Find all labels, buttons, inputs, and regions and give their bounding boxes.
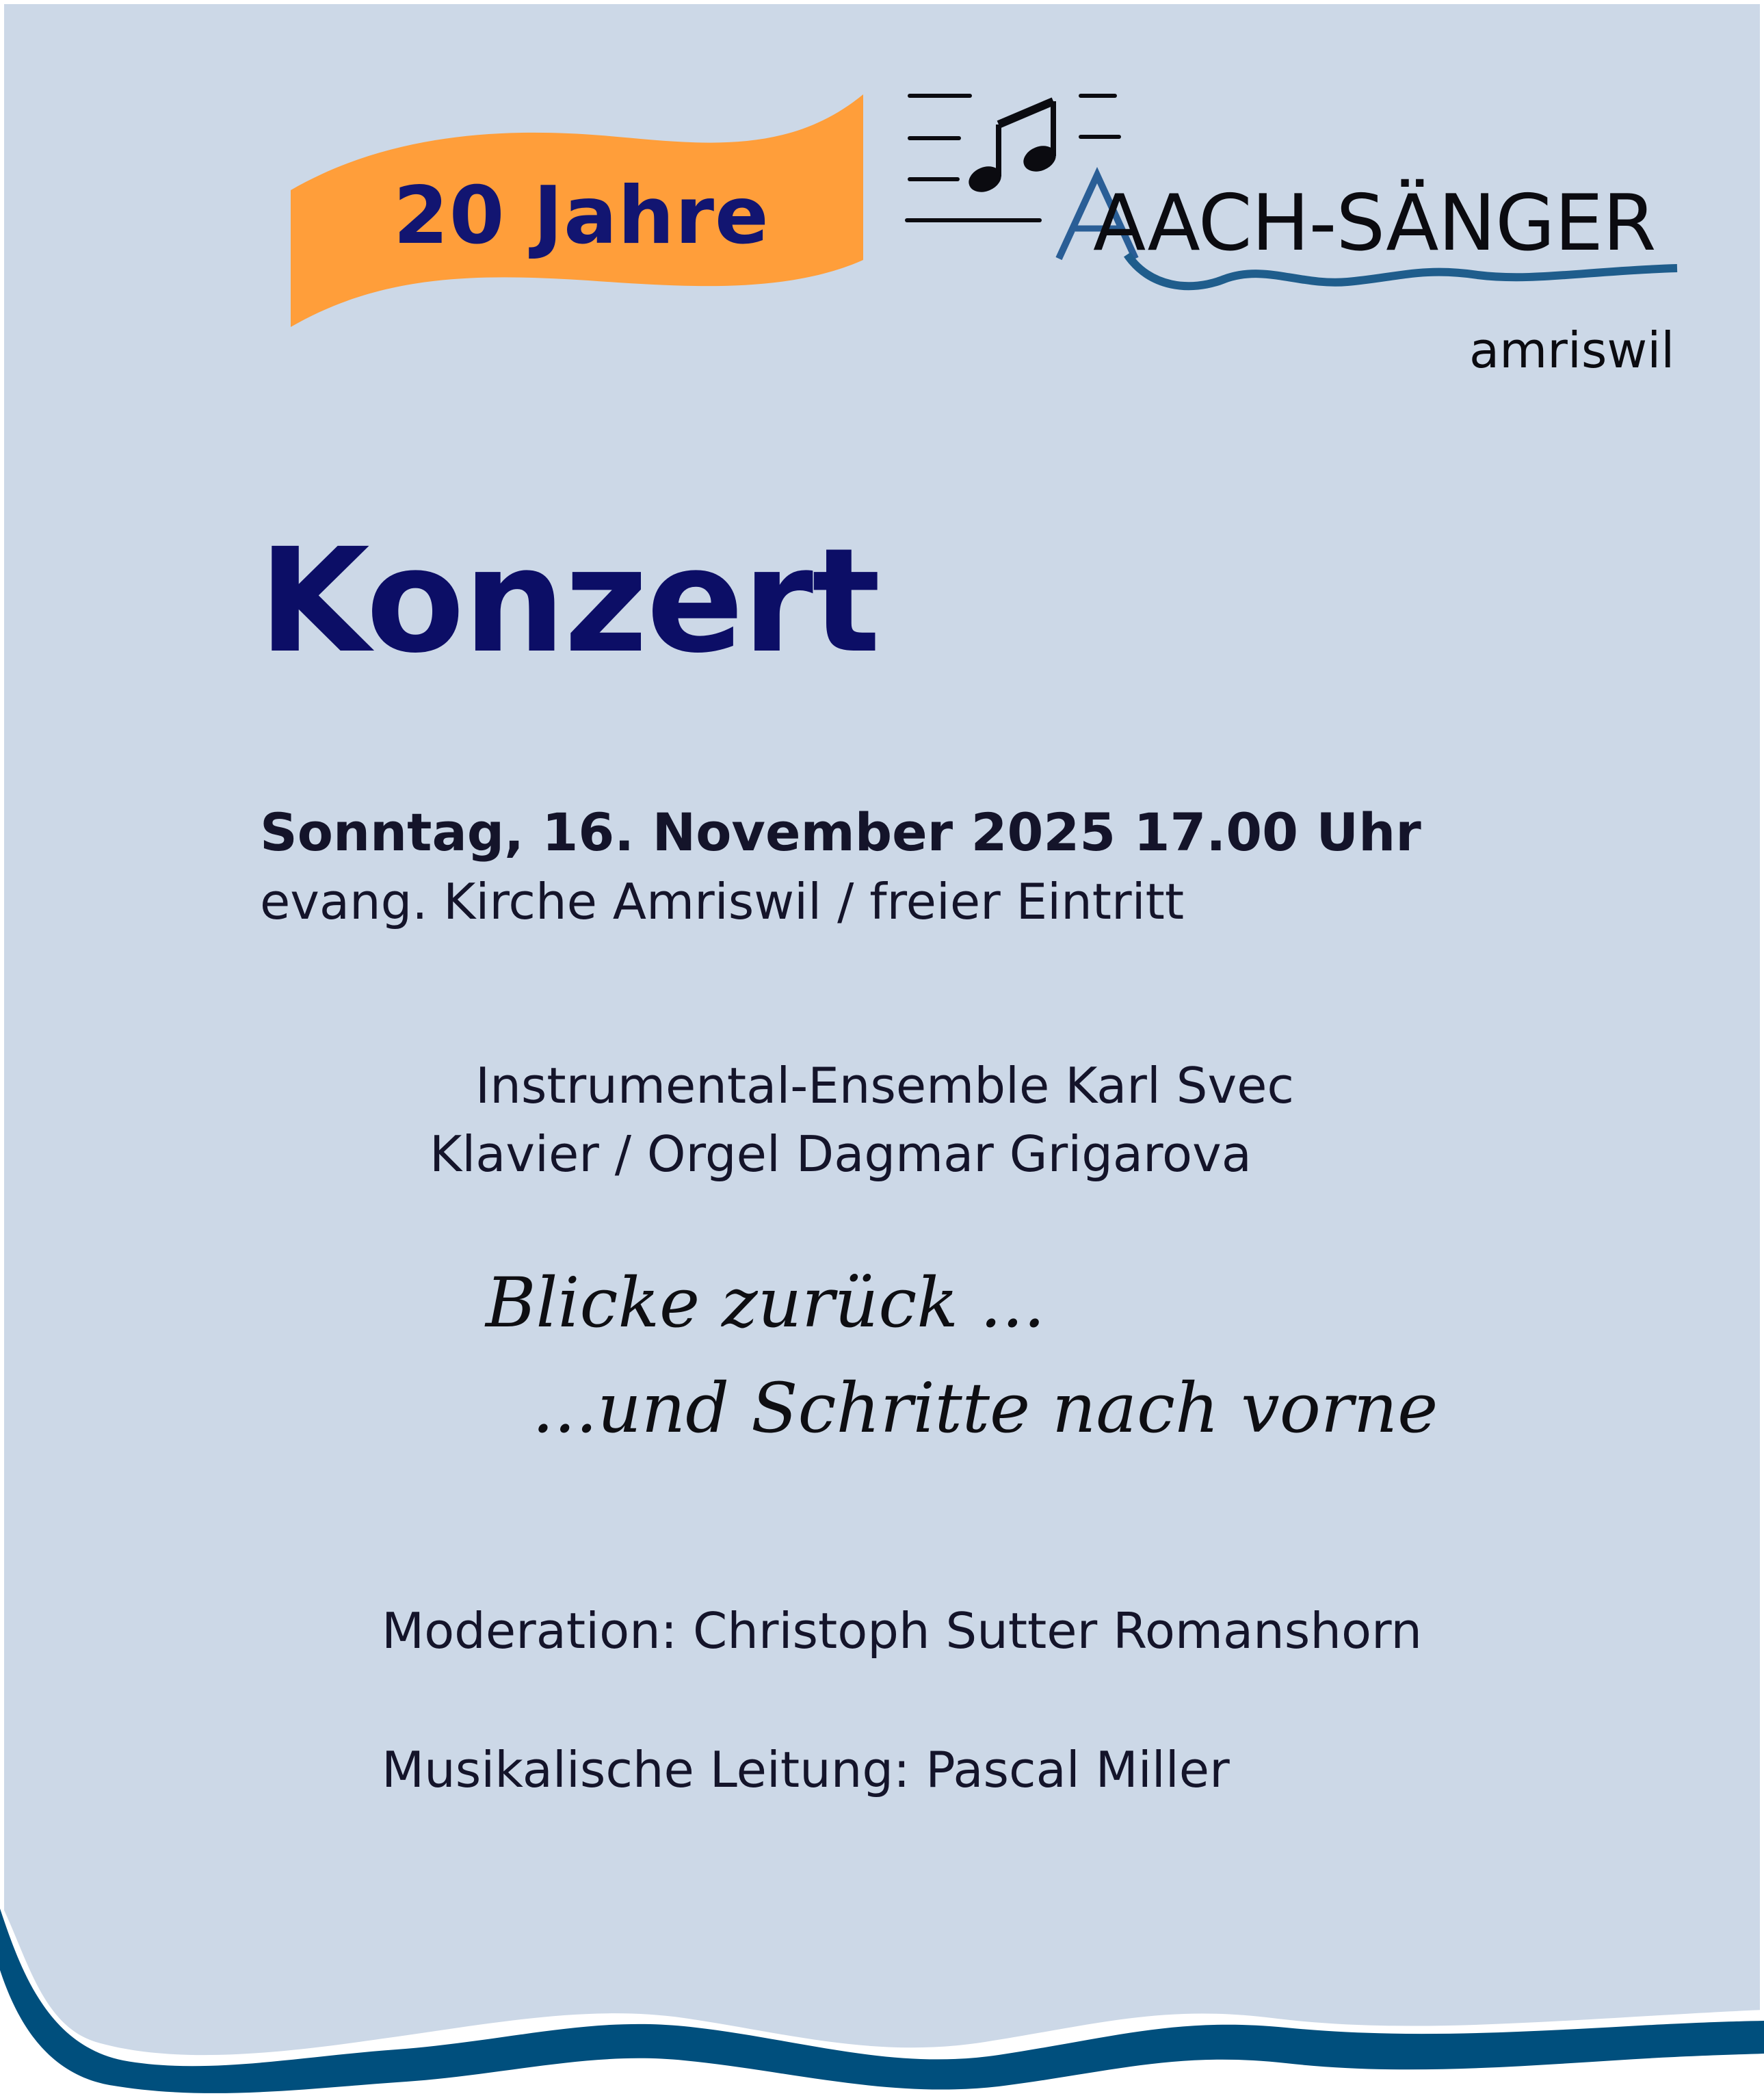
motto-line-2: ...und Schritte nach vorne [532,1368,1438,1448]
motto-line-1: Blicke zurück ... [486,1263,1046,1343]
anniversary-banner-text: 20 Jahre [393,170,769,262]
page-title: Konzert [259,517,880,685]
piano-organ-credit: Klavier / Orgel Dagmar Grigarova [430,1125,1252,1183]
logo-location: amriswil [1469,322,1675,379]
musical-direction-credit: Musikalische Leitung: Pascal Miller [382,1741,1230,1798]
logo-wordmark: AACH-SÄNGER [1093,178,1656,268]
event-venue: evang. Kirche Amriswil / freier Eintritt [260,873,1185,930]
ensemble-credit: Instrumental-Ensemble Karl Svec [475,1057,1294,1114]
event-date-time: Sonntag, 16. November 2025 17.00 Uhr [260,802,1421,863]
moderation-credit: Moderation: Christoph Sutter Romanshorn [382,1602,1422,1660]
